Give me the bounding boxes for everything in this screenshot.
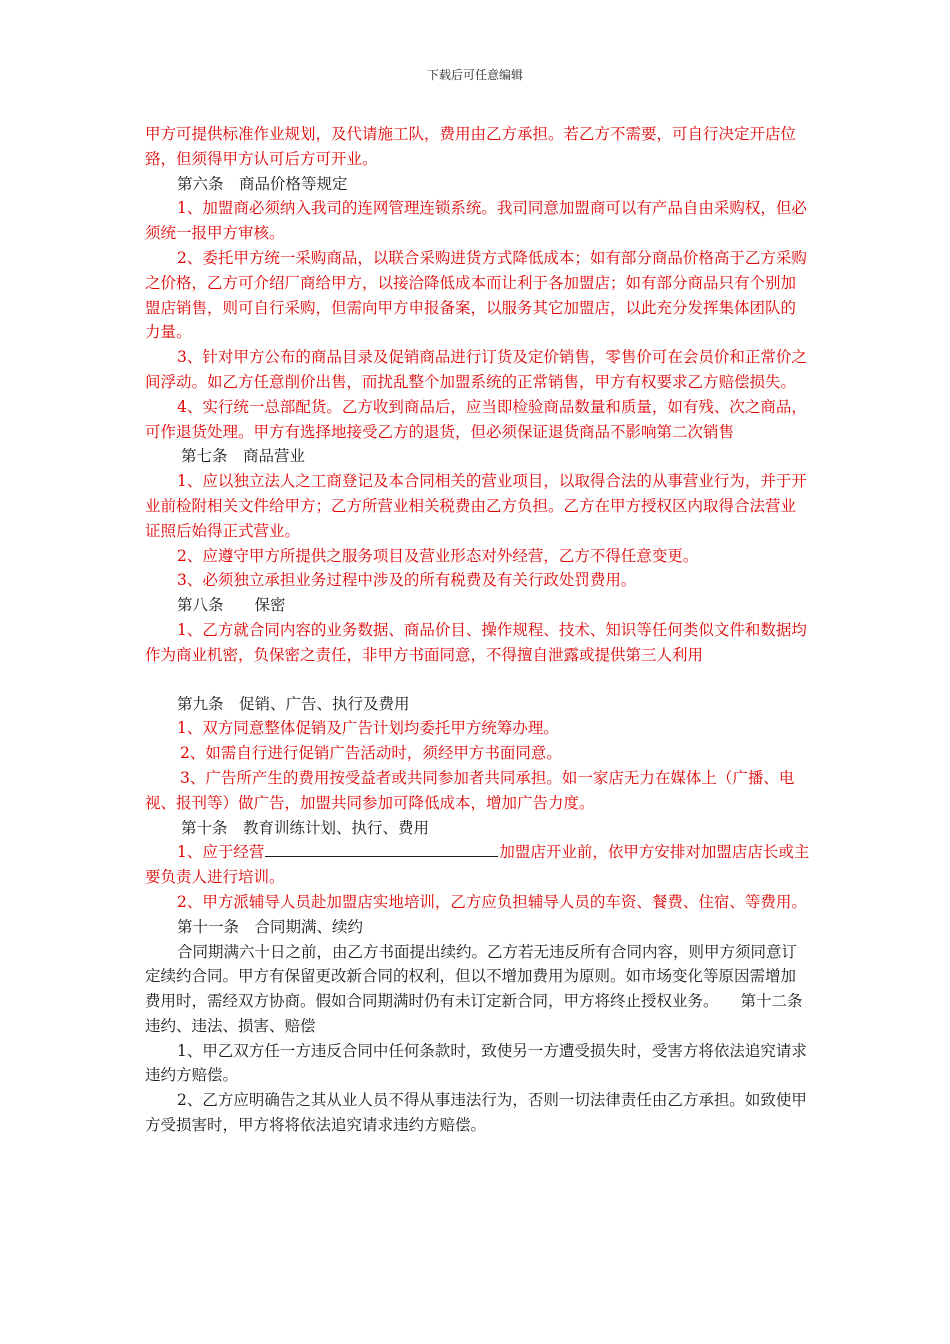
article-7-clause-2: 2、应遵守甲方所提供之服务项目及营业形态对外经营，乙方不得任意变更。 [177, 546, 699, 565]
article-6-clause-2: 2、委托甲方统一采购商品，以联合采购进货方式降低成本；如有部分商品价格高于乙方采购之价格，乙方可介绍厂商给甲方，以接洽降低成本而让利于各加盟店；如有部分商品只有个别加盟店销售，则可自行采购，但需向甲方申报备案，以服务其它加盟店，以此充分发挥集体团队的力量。 [145, 248, 807, 342]
article-7-clause-3: 3、必须独立承担业务过程中涉及的所有税费及有关行政处罚费用。 [177, 571, 637, 590]
article-10-heading: 第十条 教育训练计划、执行、费用 [181, 818, 430, 837]
page-header: 下载后可任意编辑 [426, 68, 523, 82]
article-12-heading: 第十二条 违约、违法、损害、赔偿 [145, 992, 819, 1035]
article-7-heading: 第七条 商品营业 [181, 447, 306, 466]
article-6-clause-1: 1、加盟商必须纳入我司的连网管理连锁系统。我司同意加盟商可以有产品自由采购权，但必须统一报甲方审核。 [145, 199, 807, 243]
clause-text: 1、应于经营 [177, 843, 265, 862]
article-7-clause-1: 1、应以独立法人之工商登记及本合同相关的营业项目，以取得合法的从事营业行为，并于开业前检附相关文件给甲方；乙方所营业相关税费由乙方负担。乙方在甲方授权区内取得合法营业证照后始得正式营业。 [145, 472, 807, 540]
article-8-clause-1: 1、乙方就合同内容的业务数据、商品价目、操作规程、技术、知识等任何类似文件和数据均作为商业机密，负保密之责任，非甲方书面同意，不得擅自泄露或提供第三人利用 [145, 620, 807, 664]
paragraph: 甲方可提供标准作业规划，及代请施工队，费用由乙方承担。若乙方不需要，可自行决定开店位臵，但须得甲方认可后方可开业。 [145, 125, 797, 168]
clause-text: 加盟店开业前，依甲方安排对加盟店店长或主要负责人进行培训。 [145, 843, 810, 887]
contract-body [145, 122, 819, 1138]
article-11-body [145, 940, 819, 1039]
article-9-clause-1: 1、双方同意整体促销及广告计划均委托甲方统筹办理。 [177, 719, 559, 738]
fill-in-blank [265, 842, 498, 857]
article-8-heading: 第八条 保密 [177, 596, 286, 615]
article-12-clause-2: 2、乙方应明确告之其从业人员不得从事违法行为，否则一切法律责任由乙方承担。如致使甲方受损害时，甲方将将依法追究请求违约方赔偿。 [145, 1091, 807, 1135]
article-12-clause-1: 1、甲乙双方任一方违反合同中任何条款时，致使另一方遭受损失时，受害方将依法追究请求违约方赔偿。 [145, 1041, 807, 1085]
article-6-heading: 第六条 商品价格等规定 [177, 174, 348, 193]
article-6-clause-4: 4、实行统一总部配货。乙方收到商品后，应当即检验商品数量和质量，如有残、次之商品，可作退货处理。甲方有选择地接受乙方的退货，但必须保证退货商品不影响第二次销售 [145, 397, 807, 441]
article-9-clause-3: 3、广告所产生的费用按受益者或共同参加者共同承担。如一家店无力在媒体上（广播、电视、报刊等）做广告，加盟共同参加可降低成本，增加广告力度。 [145, 768, 795, 812]
article-9-clause-2: 2、如需自行进行促销广告活动时，须经甲方书面同意。 [180, 744, 562, 763]
article-10-clause-1 [145, 840, 810, 890]
clause-text: 合同期满六十日之前，由乙方书面提出续约。乙方若无违反所有合同内容，则甲方须同意订定续约合同。甲方有保留更改新合同的权利，但以不增加费用为原则。如市场变化等原因需增加费用时，需经双方协商。假如合同期满时仍有未订定新合同，甲方将终止授权业务。 [145, 942, 798, 1011]
blank-line [145, 668, 810, 692]
article-6-clause-3: 3、针对甲方公布的商品目录及促销商品进行订货及定价销售，零售价可在会员价和正常价之间浮动。如乙方任意削价出售，而扰乱整个加盟系统的正常销售，甲方有权要求乙方赔偿损失。 [145, 348, 807, 391]
article-10-clause-2: 2、甲方派辅导人员赴加盟店实地培训，乙方应负担辅导人员的车资、餐费、住宿、等费用。 [177, 892, 807, 911]
article-9-heading: 第九条 促销、广告、执行及费用 [177, 694, 410, 713]
article-11-heading: 第十一条 合同期满、续约 [177, 917, 364, 936]
